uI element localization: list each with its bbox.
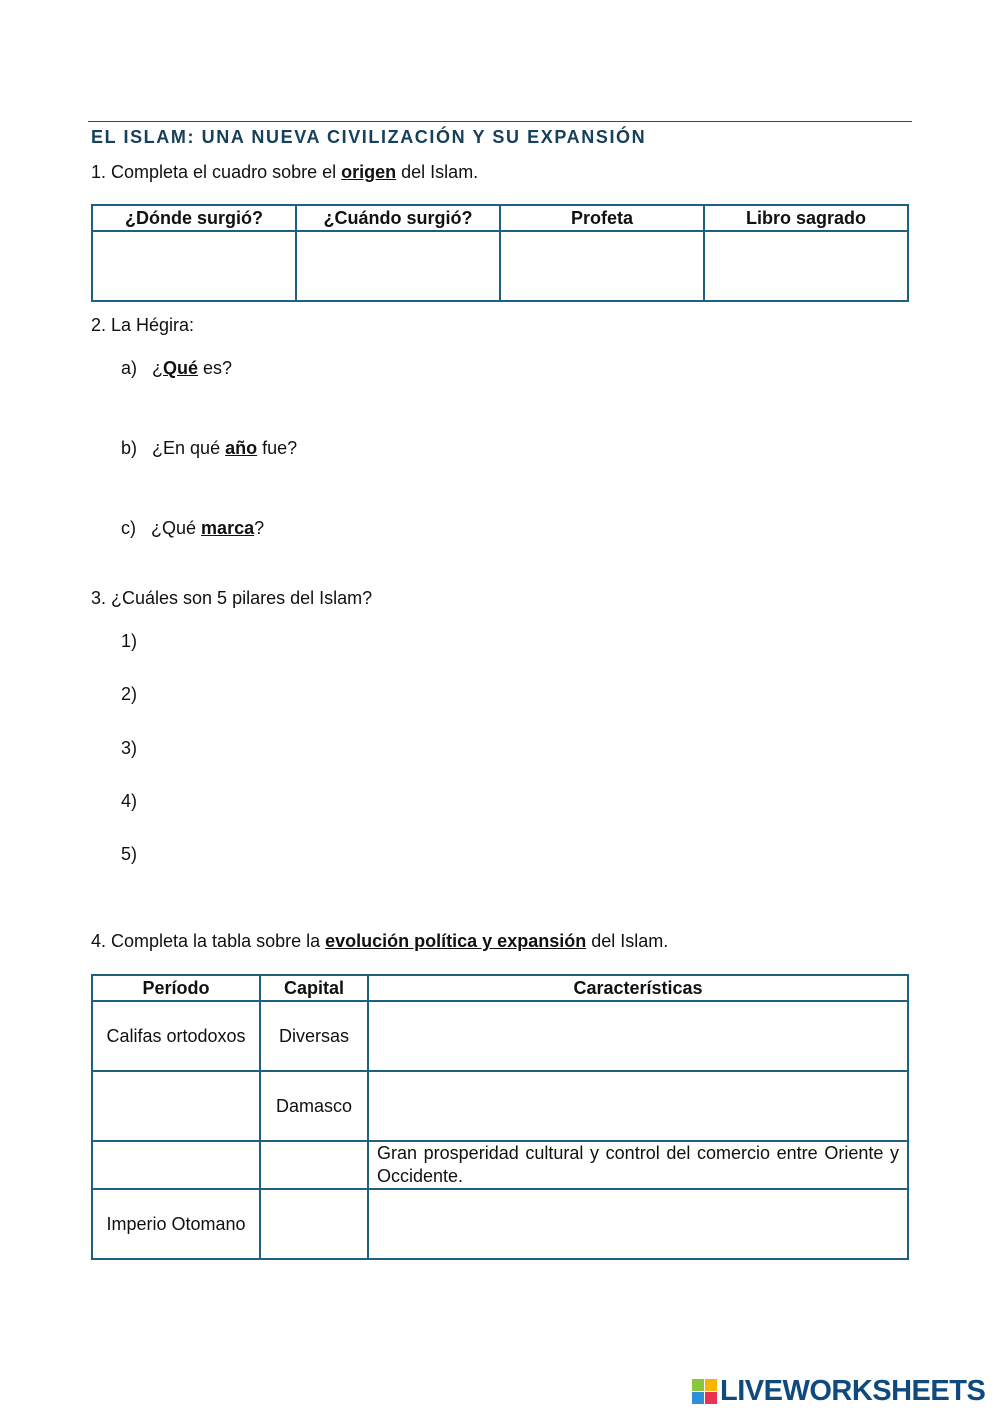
question-1: [91, 162, 478, 183]
answer-cell-when[interactable]: [296, 231, 500, 301]
question-4: [91, 931, 668, 952]
q4-keyword: evolución política y expansión: [325, 931, 587, 951]
period-cell[interactable]: [92, 1071, 260, 1141]
table-row: [92, 1001, 908, 1071]
logo-text: LIVEWORKSHEETS: [720, 1375, 986, 1407]
item-text: ¿Qué: [151, 518, 202, 538]
capital-cell[interactable]: [260, 1189, 368, 1259]
table-row: [92, 1141, 908, 1189]
q1-keyword: origen: [341, 162, 397, 182]
pillar-3: 3): [121, 738, 138, 758]
pillar-4: 4): [121, 791, 138, 811]
logo-squares-icon: [692, 1379, 717, 1404]
q1-text: 1. Completa el cuadro sobre el: [91, 162, 342, 182]
header-where: ¿Dónde surgió?: [92, 205, 296, 231]
capital-cell[interactable]: [260, 1141, 368, 1189]
item-text: ¿En qué: [152, 438, 226, 458]
item-keyword: Qué: [163, 358, 199, 378]
header-when: ¿Cuándo surgió?: [296, 205, 500, 231]
item-letter: c): [121, 518, 136, 538]
capital-cell: Damasco: [260, 1071, 368, 1141]
item-keyword: marca: [201, 518, 255, 538]
question-2c: [121, 518, 264, 539]
item-text: ?: [254, 518, 265, 538]
header-rule: [88, 121, 912, 122]
features-cell[interactable]: [368, 1189, 908, 1259]
pillar-2: 2): [121, 684, 138, 704]
worksheet-title: EL ISLAM: UNA NUEVA CIVILIZACIÓN Y SU EXPANSIÓN: [91, 127, 647, 147]
period-cell: Imperio Otomano: [92, 1189, 260, 1259]
header-period: Período: [92, 975, 260, 1001]
question-3-label: 3. ¿Cuáles son 5 pilares del Islam?: [91, 588, 373, 608]
table-row: [92, 1189, 908, 1259]
q4-text-end: del Islam.: [586, 931, 669, 951]
question-2a: [121, 358, 232, 379]
answer-cell-prophet[interactable]: [500, 231, 704, 301]
pillar-5: 5): [121, 844, 138, 864]
features-cell[interactable]: [368, 1071, 908, 1141]
period-cell[interactable]: [92, 1141, 260, 1189]
header-prophet: Profeta: [500, 205, 704, 231]
item-text: es?: [198, 358, 233, 378]
item-text: fue?: [257, 438, 298, 458]
period-cell: Califas ortodoxos: [92, 1001, 260, 1071]
capital-cell: Diversas: [260, 1001, 368, 1071]
item-letter: b): [121, 438, 138, 458]
item-text: ¿: [152, 358, 164, 378]
q1-text-end: del Islam.: [396, 162, 479, 182]
origin-table: [91, 204, 909, 302]
answer-cell-where[interactable]: [92, 231, 296, 301]
question-2-label: 2. La Hégira:: [91, 315, 195, 335]
table-row: [92, 1071, 908, 1141]
features-cell[interactable]: [368, 1001, 908, 1071]
evolution-table: [91, 974, 909, 1260]
features-cell: Gran prosperidad cultural y control del comercio entre Oriente y Occidente.: [368, 1141, 908, 1189]
header-capital: Capital: [260, 975, 368, 1001]
liveworksheets-logo: [692, 1375, 985, 1408]
item-letter: a): [121, 358, 138, 378]
item-keyword: año: [225, 438, 258, 458]
answer-cell-book[interactable]: [704, 231, 908, 301]
header-features: Características: [368, 975, 908, 1001]
question-2b: [121, 438, 297, 459]
q4-text: 4. Completa la tabla sobre la: [91, 931, 326, 951]
pillar-1: 1): [121, 631, 138, 651]
header-book: Libro sagrado: [704, 205, 908, 231]
